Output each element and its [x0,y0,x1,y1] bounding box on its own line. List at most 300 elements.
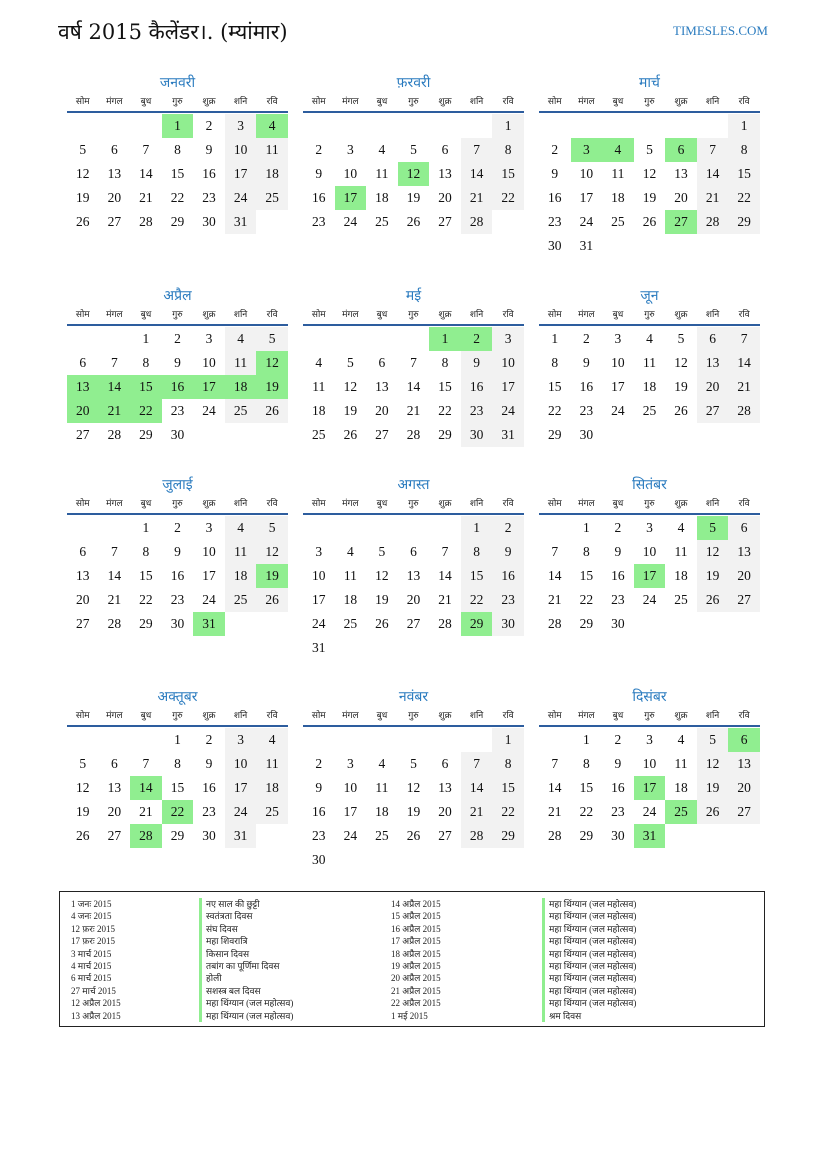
empty-cell [539,728,571,752]
day-cell: 10 [225,752,257,776]
weekday-label: बुध [612,97,624,107]
empty-cell [665,114,697,138]
weekday-label: शनि [469,711,484,721]
legend-holiday-name: महा थिंग्यान (जल महोत्सव) [542,972,636,984]
day-cell: 27 [728,588,760,612]
day-cell: 5 [378,544,386,559]
day-cell: 23 [312,828,326,843]
empty-cell [398,327,430,351]
day-cell: 10 [611,355,625,370]
weekday-label: गुरु [172,499,183,509]
holiday-legend [59,891,765,1027]
day-cell: 9 [551,166,559,181]
weekday-label: गुरु [172,97,183,107]
day-cell: 27 [76,616,90,631]
weekday-label: मंगल [342,499,359,509]
day-cell: 3 [614,331,622,346]
weekday-label: शनि [469,97,484,107]
day-cell: 9 [205,756,213,771]
day-cell: 30 [611,616,625,631]
day-cell: 16 [579,379,594,394]
day-cell: 23 [611,804,625,819]
empty-cell [398,516,430,540]
month-name: नवंबर [398,689,429,705]
day-cell: 18 [375,804,389,819]
day-cell: 22 [579,592,594,607]
empty-cell [366,114,398,138]
day-cell: 12 [76,780,90,795]
day-grid [67,728,288,848]
day-cell: 2 [174,520,181,535]
day-cell: 26 [256,399,288,423]
day-cell: 10 [312,568,326,583]
day-cell: 24 [642,804,657,819]
legend-holiday-name: महा थिंग्यान (जल महोत्सव) [542,997,636,1009]
weekday-label: बुध [612,310,624,320]
day-cell: 19 [375,592,389,607]
holiday-day-cell: 1 [162,114,194,138]
day-cell: 21 [728,375,760,399]
weekday-label: बुध [140,310,152,320]
day-cell: 25 [256,186,288,210]
weekday-label: बुध [612,711,624,721]
day-cell: 30 [202,828,216,843]
month-name: मार्च [639,75,660,91]
holiday-day-cell: 31 [193,612,225,636]
day-cell: 15 [139,568,153,583]
day-cell: 27 [438,828,452,843]
day-cell: 20 [438,804,452,819]
day-cell: 6 [441,142,449,157]
day-cell: 8 [174,142,181,157]
legend-holiday-name: महा थिंग्यान (जल महोत्सव) [542,985,636,997]
weekday-label: रवि [266,499,278,509]
day-cell: 8 [174,756,181,771]
day-cell: 1 [142,520,150,535]
day-cell: 11 [375,166,389,181]
day-cell: 28 [461,210,493,234]
day-cell: 7 [142,756,150,771]
day-cell: 26 [697,588,729,612]
empty-cell [366,728,398,752]
legend-holiday-name: संघ दिवस [199,923,293,935]
day-cell: 16 [492,564,524,588]
day-cell: 19 [406,190,421,205]
day-cell: 5 [646,142,653,157]
day-grid [539,728,760,848]
day-cell: 29 [139,616,153,631]
weekday-label: शनि [233,711,248,721]
legend-holiday-name: होली [199,972,293,984]
day-cell: 19 [406,804,421,819]
legend-names-column-2 [542,898,636,1022]
day-cell: 25 [225,588,257,612]
day-cell: 2 [174,331,181,346]
legend-holiday-name: सशस्त्र बल दिवस [199,985,293,997]
day-cell: 11 [225,540,257,564]
day-cell: 21 [438,592,452,607]
day-cell: 2 [614,732,622,747]
month-calendar [67,73,288,234]
legend-date: 27 मार्च 2015 [71,985,116,996]
day-cell: 26 [674,403,688,418]
day-cell: 29 [438,427,452,442]
weekday-label: गुरु [644,711,655,721]
day-cell: 24 [225,186,257,210]
weekday-header [67,707,288,727]
day-cell: 21 [107,592,122,607]
day-cell: 25 [611,214,625,229]
day-cell: 27 [107,214,122,229]
holiday-day-cell: 22 [162,800,194,824]
day-cell: 3 [205,331,213,346]
day-cell: 7 [110,355,118,370]
day-cell: 10 [492,351,524,375]
day-cell: 5 [410,142,417,157]
holiday-day-cell: 14 [130,776,162,800]
day-cell: 30 [611,828,625,843]
legend-holiday-name: महा शिवरात्रि [199,935,293,947]
day-cell: 6 [110,756,118,771]
holiday-day-cell: 31 [634,824,666,848]
empty-cell [398,728,430,752]
day-cell: 25 [312,427,326,442]
day-cell: 31 [225,210,257,234]
weekday-header [67,93,288,113]
day-cell: 28 [406,427,421,442]
day-cell: 5 [677,331,685,346]
day-cell: 5 [346,355,354,370]
day-cell: 12 [406,780,421,795]
weekday-label: गुरु [644,499,655,509]
day-cell: 27 [697,399,729,423]
day-cell: 3 [225,728,257,752]
day-cell: 24 [611,403,625,418]
weekday-label: गुरु [408,97,419,107]
day-cell: 13 [107,166,122,181]
month-calendar [303,475,524,660]
day-cell: 24 [202,592,216,607]
holiday-day-cell: 14 [99,375,131,399]
weekday-label: रवि [266,711,278,721]
day-cell: 7 [410,355,417,370]
day-cell: 14 [728,351,760,375]
legend-dates-column-1 [71,898,121,1022]
day-cell: 4 [315,355,323,370]
month-calendar [67,286,288,447]
weekday-label: रवि [502,97,514,107]
day-grid [303,114,524,234]
empty-cell [99,516,131,540]
legend-holiday-name: किसान दिवस [199,948,293,960]
legend-holiday-name: महा थिंग्यान (जल महोत्सव) [542,923,636,935]
day-cell: 18 [674,568,688,583]
legend-date: 20 अप्रैल 2015 [391,973,441,984]
day-cell: 12 [697,752,729,776]
day-cell: 26 [697,800,729,824]
day-cell: 18 [375,190,389,205]
day-cell: 29 [548,427,562,442]
weekday-label: शुक्र [202,711,216,721]
day-cell: 21 [548,592,562,607]
day-cell: 10 [642,756,657,771]
day-cell: 27 [438,214,452,229]
day-cell: 4 [225,516,257,540]
day-cell: 27 [375,427,389,442]
holiday-day-cell: 18 [225,375,257,399]
day-cell: 24 [642,592,657,607]
day-cell: 25 [375,828,389,843]
holiday-day-cell: 17 [634,776,666,800]
day-cell: 22 [492,186,524,210]
day-cell: 13 [76,568,90,583]
holiday-day-cell: 6 [665,138,697,162]
day-cell: 17 [611,379,625,394]
day-cell: 23 [202,190,216,205]
day-cell: 17 [202,568,216,583]
empty-cell [634,114,666,138]
day-cell: 24 [492,399,524,423]
empty-cell [602,114,634,138]
day-cell: 14 [139,166,153,181]
day-cell: 13 [107,780,122,795]
day-cell: 24 [579,214,594,229]
day-cell: 25 [225,399,257,423]
empty-cell [429,114,461,138]
day-grid [303,728,524,872]
day-cell: 7 [551,544,559,559]
weekday-label: रवि [502,310,514,320]
weekday-label: गुरु [408,499,419,509]
empty-cell [398,114,430,138]
day-cell: 3 [346,756,354,771]
day-cell: 14 [548,780,562,795]
day-cell: 20 [375,403,389,418]
day-cell: 13 [375,379,389,394]
day-cell: 13 [406,568,421,583]
day-cell: 7 [697,138,729,162]
day-cell: 16 [312,804,326,819]
day-cell: 26 [406,828,421,843]
weekday-header [539,93,760,113]
weekday-label: गुरु [172,310,183,320]
day-grid [67,327,288,447]
day-cell: 3 [646,520,653,535]
day-cell: 17 [492,375,524,399]
day-cell: 24 [202,403,216,418]
legend-date: 1 जनः 2015 [71,899,112,909]
day-cell: 4 [677,520,685,535]
day-cell: 2 [315,756,323,771]
holiday-day-cell: 22 [130,399,162,423]
day-cell: 15 [579,568,594,583]
weekday-label: शनि [705,97,720,107]
day-cell: 16 [170,568,185,583]
day-cell: 30 [461,423,493,447]
weekday-label: शुक्र [674,499,688,509]
weekday-label: शनि [469,499,484,509]
weekday-label: सोम [75,310,90,320]
empty-cell [461,728,493,752]
day-cell: 15 [579,780,594,795]
legend-date: 3 मार्च 2015 [71,948,112,959]
day-cell: 13 [728,752,760,776]
day-cell: 26 [76,214,90,229]
weekday-header [539,306,760,326]
day-cell: 24 [343,828,358,843]
weekday-label: बुध [140,711,152,721]
day-cell: 7 [110,544,118,559]
site-link[interactable]: TIMESLES.COM [673,23,768,38]
weekday-label: सोम [75,711,90,721]
weekday-label: सोम [75,97,90,107]
day-cell: 8 [582,544,590,559]
day-cell: 16 [611,780,625,795]
day-cell: 19 [697,564,729,588]
weekday-label: मंगल [578,711,595,721]
day-cell: 15 [728,162,760,186]
legend-date: 21 अप्रैल 2015 [391,985,441,996]
day-cell: 21 [406,403,421,418]
month-calendar [303,286,524,447]
day-cell: 11 [256,752,288,776]
day-cell: 16 [611,568,625,583]
day-cell: 4 [225,327,257,351]
day-cell: 3 [315,544,323,559]
day-cell: 22 [139,592,153,607]
weekday-label: शुक्र [202,97,216,107]
legend-date: 1 मई 2015 [391,1010,428,1021]
empty-cell [539,516,571,540]
day-cell: 4 [378,756,386,771]
day-cell: 25 [375,214,389,229]
legend-date: 18 अप्रैल 2015 [391,948,441,959]
day-cell: 1 [582,520,590,535]
legend-holiday-name: महा थिंग्यान (जल महोत्सव) [542,948,636,960]
day-cell: 20 [76,592,90,607]
day-cell: 2 [614,520,622,535]
day-cell: 16 [312,190,326,205]
day-cell: 28 [139,214,153,229]
day-cell: 3 [646,732,653,747]
empty-cell [99,728,131,752]
day-cell: 14 [438,568,452,583]
legend-date: 14 अप्रैल 2015 [391,899,441,909]
day-cell: 9 [614,544,622,559]
day-cell: 26 [406,214,421,229]
empty-cell [366,327,398,351]
legend-holiday-name: श्रम दिवस [542,1010,636,1022]
day-cell: 22 [548,403,562,418]
month-calendar [539,286,760,447]
day-cell: 20 [697,375,729,399]
day-cell: 17 [225,776,257,800]
day-cell: 3 [205,520,213,535]
day-cell: 12 [343,379,358,394]
weekday-header [67,306,288,326]
day-cell: 21 [139,804,153,819]
weekday-label: बुध [612,499,624,509]
day-cell: 4 [346,544,354,559]
day-cell: 19 [697,776,729,800]
legend-names-column-1 [199,898,293,1022]
day-cell: 5 [256,327,288,351]
day-cell: 17 [579,190,594,205]
empty-cell [335,516,367,540]
day-cell: 24 [225,800,257,824]
weekday-label: गुरु [644,97,655,107]
holiday-day-cell: 2 [461,327,493,351]
day-cell: 13 [438,780,452,795]
legend-holiday-name: नए साल की छुट्टी [199,898,293,910]
empty-cell [303,327,335,351]
day-cell: 15 [492,776,524,800]
day-cell: 3 [346,142,354,157]
empty-cell [571,114,603,138]
holiday-day-cell: 21 [99,399,131,423]
day-cell: 15 [492,162,524,186]
empty-cell [335,327,367,351]
day-cell: 26 [375,616,389,631]
legend-date: 12 फ़रः 2015 [71,923,115,934]
legend-holiday-name: महा थिंग्यान (जल महोत्सव) [542,898,636,910]
day-cell: 12 [674,355,688,370]
empty-cell [366,516,398,540]
weekday-label: शनि [233,499,248,509]
weekday-label: मंगल [342,97,359,107]
weekday-label: शुक्र [438,499,452,509]
weekday-label: बुध [376,499,388,509]
weekday-label: शुक्र [438,711,452,721]
day-cell: 7 [728,327,760,351]
day-cell: 29 [492,824,524,848]
legend-date: 13 अप्रैल 2015 [71,1010,121,1021]
day-cell: 23 [579,403,594,418]
day-cell: 25 [674,592,688,607]
legend-holiday-name: स्वतंत्रता दिवस [199,910,293,922]
weekday-label: सोम [547,499,562,509]
day-cell: 18 [256,162,288,186]
holiday-day-cell: 27 [665,210,697,234]
day-cell: 22 [170,190,185,205]
weekday-header [303,495,524,515]
day-cell: 27 [406,616,421,631]
day-cell: 23 [492,588,524,612]
holiday-day-cell: 15 [130,375,162,399]
empty-cell [697,114,729,138]
day-cell: 7 [142,142,150,157]
day-cell: 18 [312,403,326,418]
day-cell: 15 [461,564,493,588]
day-cell: 29 [728,210,760,234]
day-cell: 14 [461,776,493,800]
day-grid [539,516,760,636]
empty-cell [429,516,461,540]
day-cell: 15 [548,379,562,394]
day-cell: 26 [76,828,90,843]
legend-holiday-name: महा थिंग्यान (जल महोत्सव) [542,935,636,947]
day-cell: 19 [674,379,688,394]
weekday-label: सोम [547,310,562,320]
day-cell: 22 [461,588,493,612]
empty-cell [130,114,162,138]
day-cell: 23 [170,592,185,607]
day-cell: 22 [728,186,760,210]
day-cell: 28 [107,616,122,631]
day-cell: 5 [79,142,87,157]
holiday-day-cell: 3 [571,138,603,162]
day-cell: 9 [614,756,622,771]
